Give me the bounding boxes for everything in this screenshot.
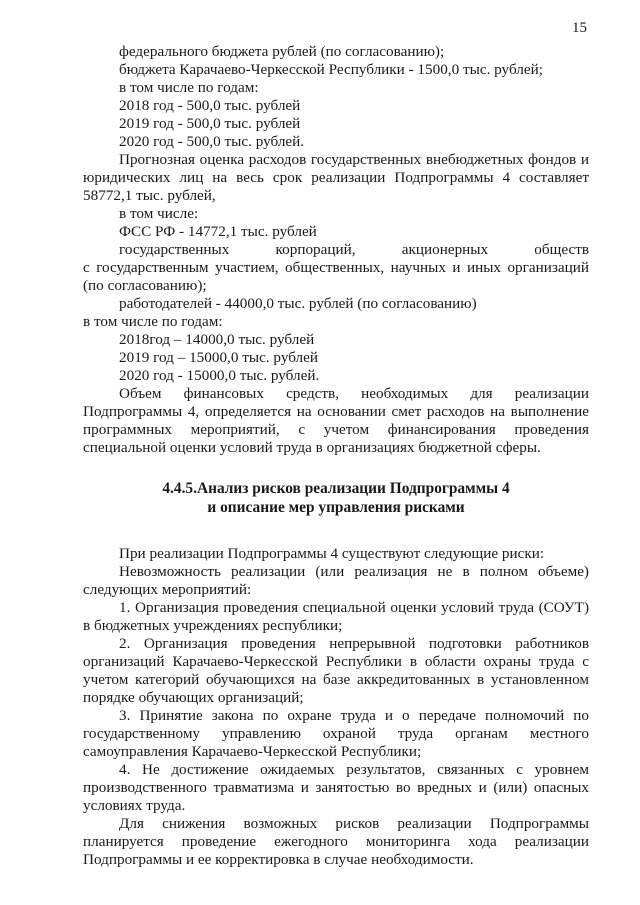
page-number: 15 [572, 20, 587, 36]
text-line: 2019 год - 500,0 тыс. рублей [119, 115, 301, 132]
mitigation-paragraph: Для снижения возможных рисков реализации Подпрограммы планируется проведение ежегодного мониторинга хода реализации Подпрограммы и ее корректировка в случае необходимости. [83, 815, 589, 868]
volume-paragraph: Объем финансовых средств, необходимых для реализации Подпрограммы 4, определяется на основании смет расходов на выполнение программных мероприятий, с учетом финансирования проведения специальной оценки условий труда в организациях бюджетной сферы. [83, 385, 589, 456]
text-line: 2018 год - 500,0 тыс. рублей [119, 97, 301, 114]
text-line: ФСС РФ - 14772,1 тыс. рублей [119, 223, 317, 240]
risk-item: 4. Не достижение ожидаемых результатов, связанных с уровнем производственного травматизма и занятостью во вредных и (или) опасных условиях труда. [83, 761, 589, 814]
section-heading-line: и описание мер управления рисками [207, 499, 465, 516]
text-line: работодателей - 44000,0 тыс. рублей (по согласованию) [119, 295, 477, 312]
risks-impossibility: Невозможность реализации (или реализация не в полном объеме) следующих мероприятий: [83, 563, 589, 598]
document-body [83, 43, 589, 869]
text-line: в том числе по годам: [119, 79, 259, 96]
text-line: с государственным участием, общественных, научных и иных организаций (по согласованию); [83, 259, 589, 294]
risk-item: 3. Принятие закона по охране труда и о передаче полномочий по государственному управлению охраной труда органам местного самоуправления Карачаево-Черкесской Республики; [83, 707, 589, 760]
text-line: 2020 год - 500,0 тыс. рублей. [119, 133, 305, 150]
text-line: 2018год – 14000,0 тыс. рублей [119, 331, 315, 348]
text-line: 2019 год – 15000,0 тыс. рублей [119, 349, 319, 366]
risk-item: 1. Организация проведения специальной оценки условий труда (СОУТ) в бюджетных учреждениях республики; [83, 599, 589, 634]
section-heading-line: 4.4.5.Анализ рисков реализации Подпрограммы 4 [162, 480, 510, 497]
text-line: бюджета Карачаево-Черкесской Республики - 1500,0 тыс. рублей; [119, 61, 543, 78]
text-line: 2020 год - 15000,0 тыс. рублей. [119, 367, 320, 384]
text-line: в том числе по годам: [83, 313, 223, 330]
section-heading [83, 479, 589, 517]
text-line: федерального бюджета рублей (по согласованию); [119, 43, 445, 60]
forecast-paragraph: Прогнозная оценка расходов государственных внебюджетных фондов и юридических лиц на весь срок реализации Подпрограммы 4 составляет 58772,1 тыс. рублей, [83, 151, 589, 204]
risks-intro: При реализации Подпрограммы 4 существуют следующие риски: [119, 545, 545, 562]
risk-item: 2. Организация проведения непрерывной подготовки работников организаций Карачаево-Черкесской Республики в области охраны труда с учетом категорий обучающихся на базе аккредитованных в установленном порядке обучающих организаций; [83, 635, 589, 706]
text-line: государственных корпораций, акционерных обществ [119, 241, 589, 258]
text-line: в том числе: [119, 205, 199, 222]
